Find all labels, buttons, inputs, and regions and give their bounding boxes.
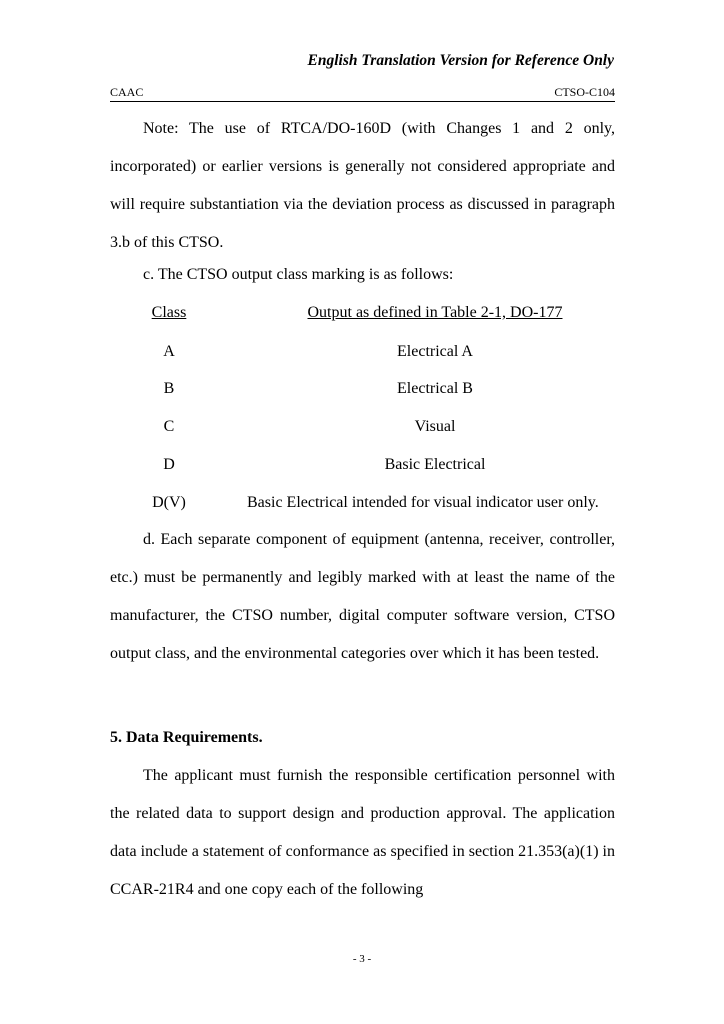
class-table-cell-output: Electrical B bbox=[397, 380, 473, 397]
class-table-header-output: Output as defined in Table 2-1, DO-177 bbox=[307, 304, 563, 321]
class-table-cell-output: Basic Electrical intended for visual indicator user only. bbox=[247, 494, 599, 511]
class-table-cell-class: D bbox=[163, 456, 175, 473]
class-table-cell-class: C bbox=[163, 418, 175, 435]
running-header bbox=[110, 85, 615, 102]
section-paragraph: The applicant must furnish the responsible certification personnel with the related data to support design and production approval. The application data include a statement of conformance as specified in section 21.353(a)(1) in CCAR-21R4 and one copy each of the following bbox=[110, 767, 615, 898]
class-table-cell-output: Visual bbox=[414, 418, 456, 435]
class-table-cell-class: D(V) bbox=[152, 494, 186, 511]
class-table-header-class: Class bbox=[151, 304, 187, 321]
page-number: - 3 - bbox=[352, 953, 372, 965]
header-right: CTSO-C104 bbox=[554, 85, 615, 99]
note-paragraph: Note: The use of RTCA/DO-160D (with Changes 1 and 2 only, incorporated) or earlier versions is generally not considered appropriate and will require substantiation via the deviation process as discussed in paragraph 3.b of this CTSO. bbox=[110, 120, 615, 251]
class-table-cell-class: B bbox=[163, 380, 175, 397]
class-table-cell-class: A bbox=[163, 343, 175, 360]
section-heading: 5. Data Requirements. bbox=[110, 729, 263, 746]
class-table-cell-output: Basic Electrical bbox=[384, 456, 486, 473]
header-left: CAAC bbox=[110, 85, 144, 99]
item-c-text: c. The CTSO output class marking is as follows: bbox=[143, 266, 454, 283]
item-d-paragraph: d. Each separate component of equipment (antenna, receiver, controller, etc.) must be permanently and legibly marked with at least the name of the manufacturer, the CTSO number, digital computer software version, CTSO output class, and the environmental categories over which it has been tested. bbox=[110, 531, 615, 662]
class-table-cell-output: Electrical A bbox=[397, 343, 473, 360]
translation-banner: English Translation Version for Reference Only bbox=[307, 52, 614, 69]
